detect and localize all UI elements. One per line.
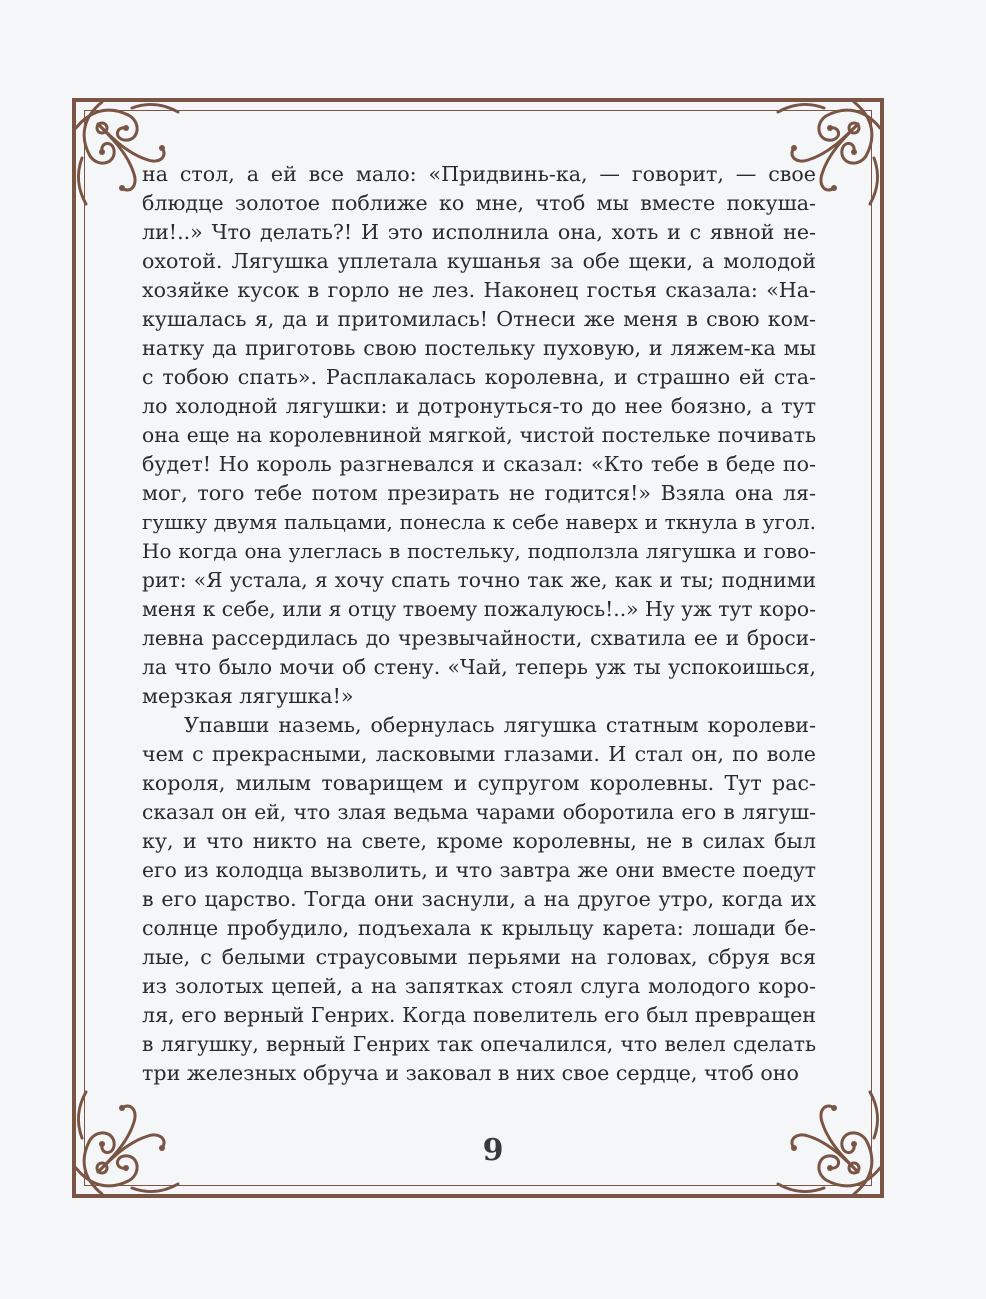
text-line: из золотых цепей, а на запятках стоял слуга молодого коро- [142,974,816,998]
text-line: Упавши наземь, обернулась лягушка статным королеви- [184,713,816,737]
text-line: блюдце золотое поближе ко мне, чтоб мы вместе покуша- [142,191,816,215]
text-line: ла что было мочи об стену. «Чай, теперь уж ты успокоишься, [142,655,816,679]
text-line: рит: «Я устала, я хочу спать точно так же, как и ты; подними [142,568,816,592]
text-line: будет! Но король разгневался и сказал: «Кто тебе в беде по- [142,452,816,476]
text-line: короля, милым товарищем и супругом королевны. Тут рас- [142,771,816,795]
text-line: Но когда она улеглась в постельку, подползла лягушка и гово- [142,539,816,563]
text-line: чем с прекрасными, ласковыми глазами. И стал он, по воле [142,742,816,766]
text-line: сказал он ей, что злая ведьма чарами оборотила его в лягуш- [142,800,816,824]
text-line: ку, и что никто на свете, кроме королевны, не в силах был [142,829,816,853]
text-line: солнце пробудило, подъехала к крыльцу карета: лошади бе- [142,916,816,940]
text-line: в лягушку, верный Генрих так опечалился, что велел сделать [142,1032,816,1056]
text-line: ля, его верный Генрих. Когда повелитель его был превращен [142,1003,816,1027]
text-line: с тобою спать». Расплакалась королевна, и страшно ей ста- [142,365,816,389]
text-line: левна рассердилась до чрезвычайности, схватила ее и броси- [142,626,816,650]
text-line: кушалась я, да и притомилась! Отнеси же меня в свою ком- [142,307,816,331]
text-line: на стол, а ей все мало: «Придвинь-ка, — говорит, — свое [142,162,816,186]
text-line: лые, с белыми страусовыми перьями на головах, сбруя вся [142,945,816,969]
text-line: охотой. Лягушка уплетала кушанья за обе щеки, а молодой [142,249,816,273]
text-line: гушку двумя пальцами, понесла к себе наверх и ткнула в угол. [142,510,816,534]
text-line: меня к себе, или я отцу твоему пожалуюсь!..» Ну уж тут коро- [142,597,816,621]
text-line: три железных обруча и заковал в них свое сердце, чтоб оно [142,1061,799,1085]
text-line: его из колодца вызволить, и что завтра же они вместе поедут [142,858,816,882]
text-line: мерзкая лягушка!» [142,684,354,708]
text-line: мог, того тебе потом презирать не годится!» Взяла она ля- [142,481,816,505]
text-line: она еще на королевниной мягкой, чистой постельке почивать [142,423,816,447]
text-line: ло холодной лягушки: и дотронуться-то до нее боязно, а тут [142,394,816,418]
text-line: натку да приготовь свою постельку пуховую, и ляжем-ка мы [142,336,816,360]
text-line: хозяйке кусок в горло не лез. Наконец гостья сказала: «На- [142,278,816,302]
story-text [142,160,816,1088]
page-number: 9 [482,1133,504,1168]
text-line: в его царство. Тогда они заснули, а на другое утро, когда их [142,887,816,911]
text-line: ли!..» Что делать?! И это исполнила она, хоть и с явной не- [142,220,816,244]
